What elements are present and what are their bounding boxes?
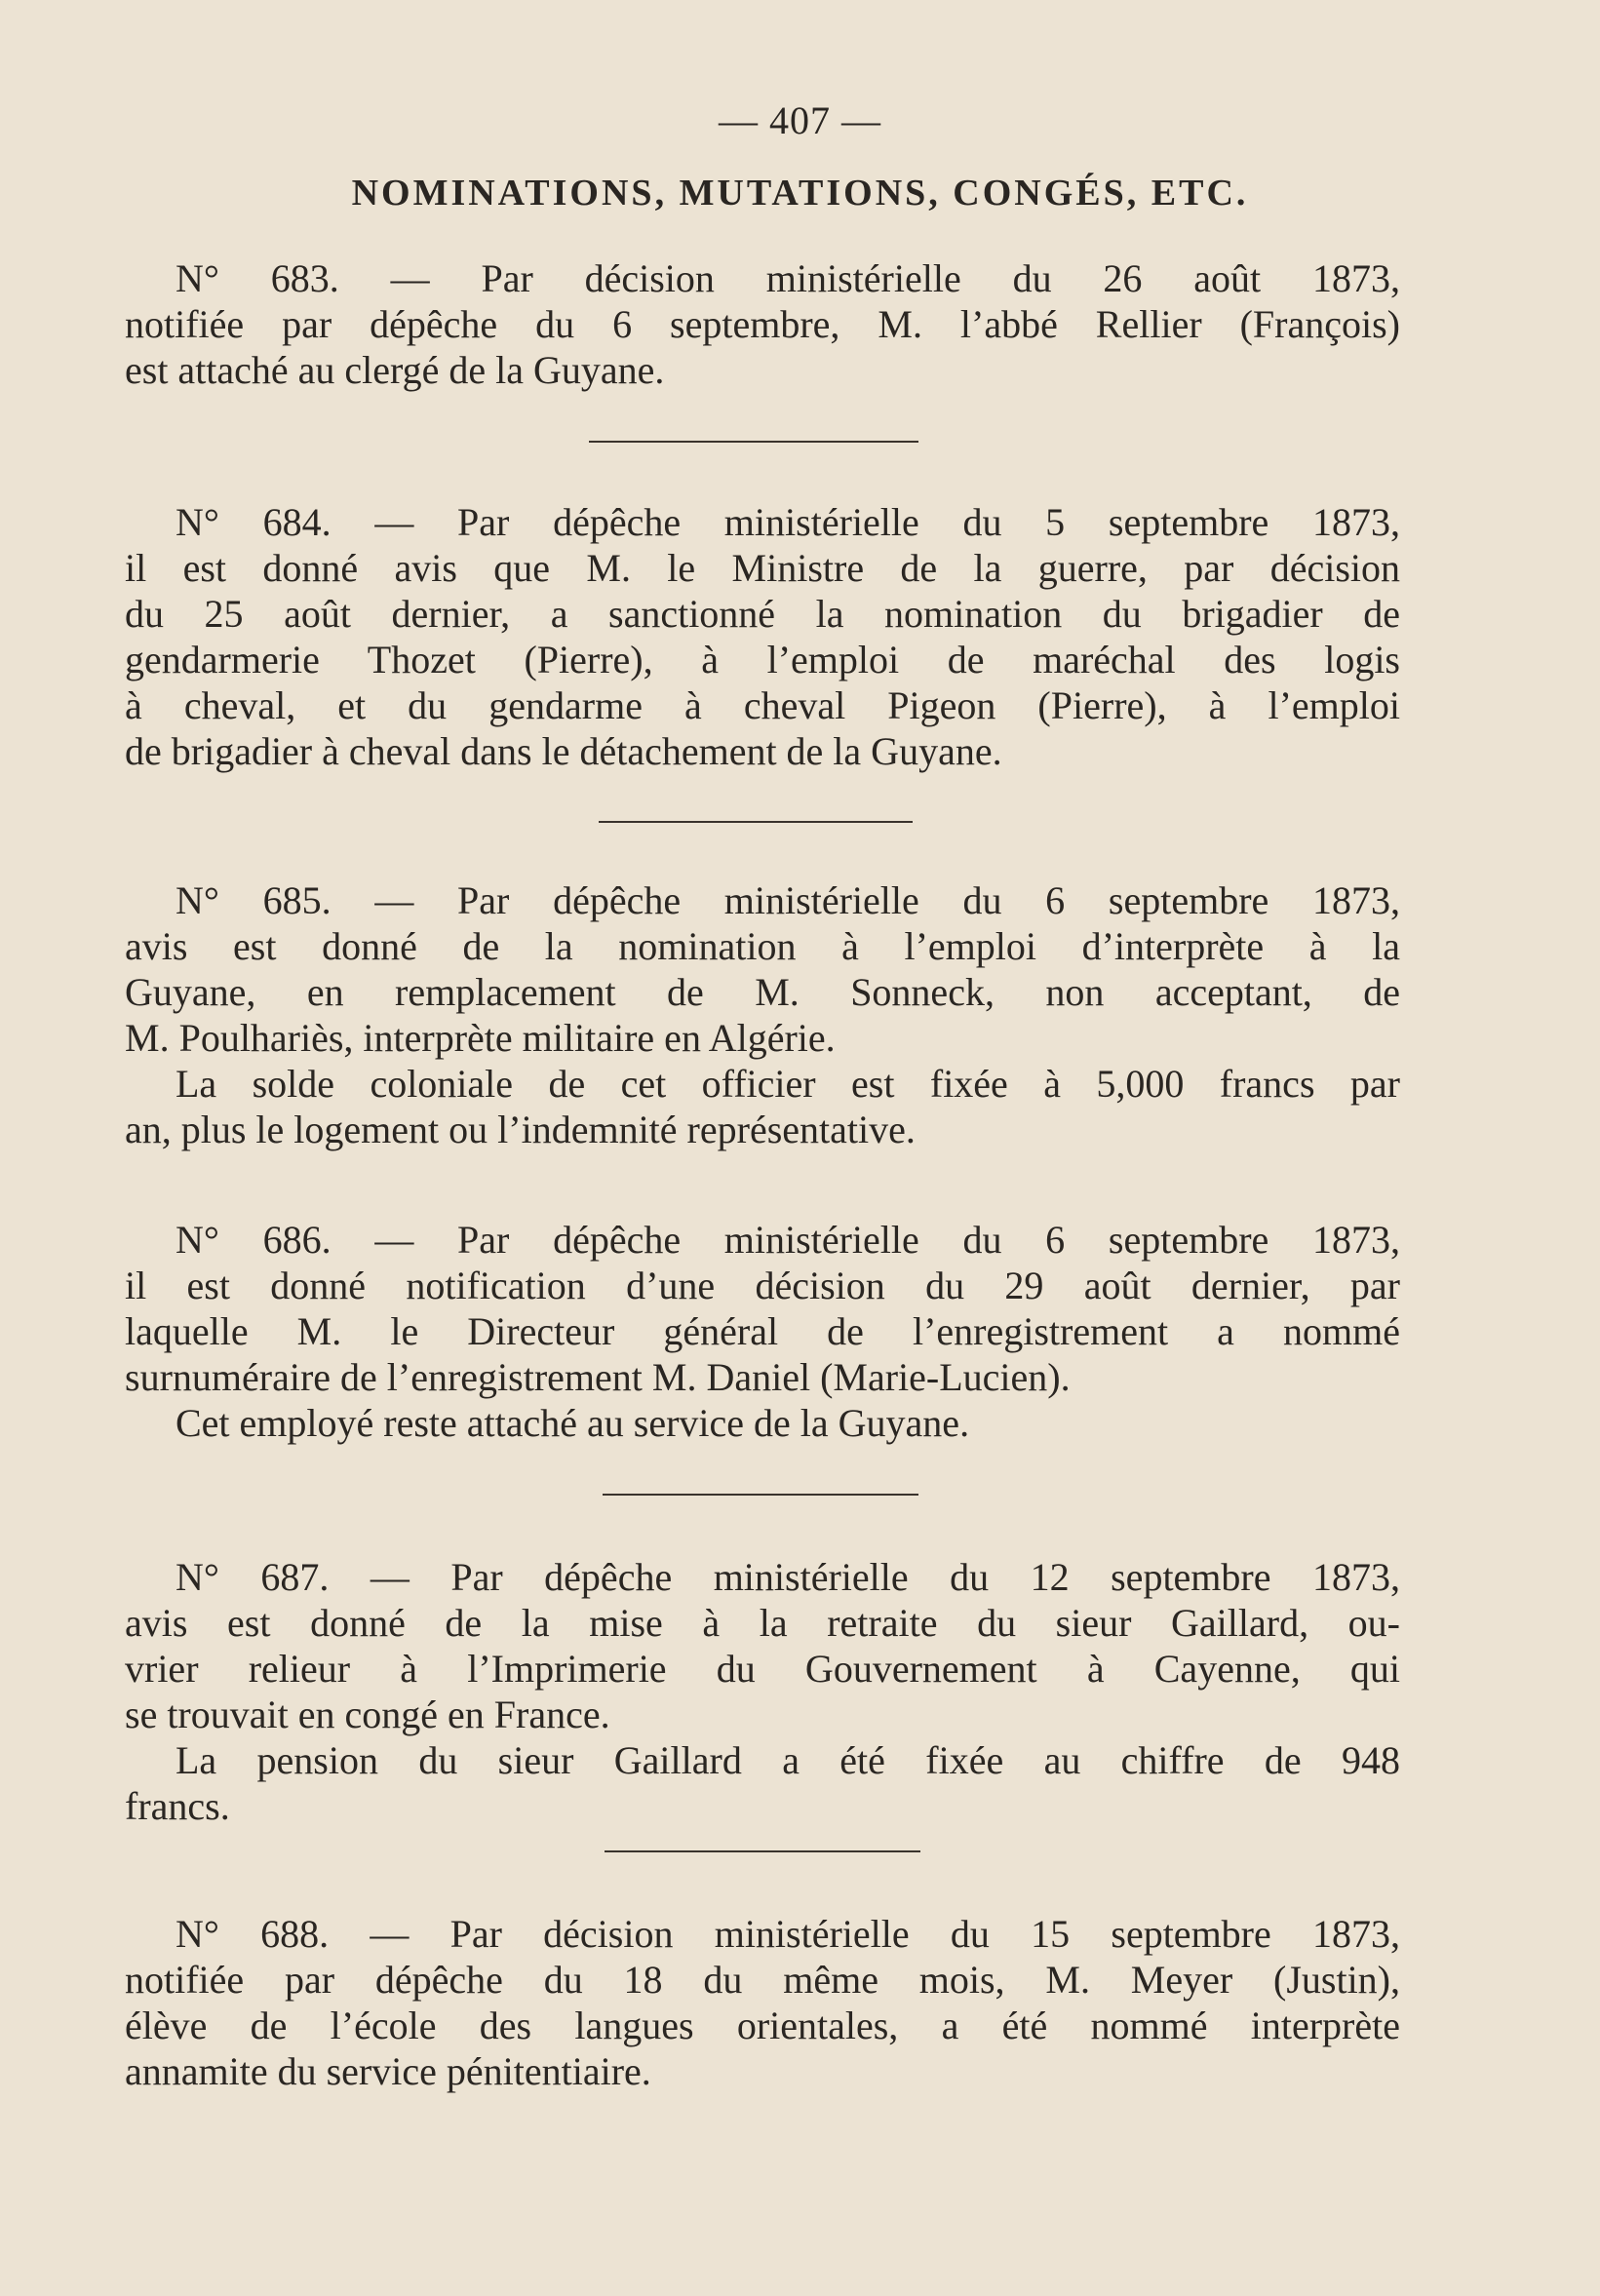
entry-line: francs. bbox=[125, 1784, 230, 1828]
section-heading: NOMINATIONS, MUTATIONS, CONGÉS, ETC. bbox=[351, 173, 1249, 214]
entry-line: N° 684. — Par dépêche ministérielle du 5 septembre 1873, bbox=[176, 500, 1400, 544]
entry-line: il est donné notification d’une décision du 29 août dernier, par bbox=[125, 1264, 1400, 1307]
separator-rule bbox=[605, 1850, 920, 1852]
separator-rule bbox=[599, 821, 913, 823]
entry-line: à cheval, et du gendarme à cheval Pigeon (Pierre), à l’emploi bbox=[125, 683, 1400, 727]
entry-line: il est donné avis que M. le Ministre de la guerre, par décision bbox=[125, 546, 1400, 590]
entry-line: N° 685. — Par dépêche ministérielle du 6 septembre 1873, bbox=[176, 878, 1400, 922]
entry-line: Cet employé reste attaché au service de la Guyane. bbox=[176, 1401, 970, 1445]
entry-687 bbox=[125, 1554, 1400, 1829]
entry-line: an, plus le logement ou l’indemnité représentative. bbox=[125, 1108, 916, 1151]
entry-line: élève de l’école des langues orientales, a été nommé interprète bbox=[125, 2004, 1400, 2047]
entry-686 bbox=[125, 1217, 1400, 1446]
entry-line: est attaché au clergé de la Guyane. bbox=[125, 348, 665, 392]
entry-line: avis est donné de la nomination à l’emploi d’interprète à la bbox=[125, 924, 1400, 968]
entry-line: vrier relieur à l’Imprimerie du Gouvernement à Cayenne, qui bbox=[125, 1647, 1400, 1691]
entry-line: La pension du sieur Gaillard a été fixée au chiffre de 948 bbox=[176, 1738, 1400, 1782]
entry-line: surnuméraire de l’enregistrement M. Daniel (Marie-Lucien). bbox=[125, 1355, 1071, 1399]
entry-line: N° 687. — Par dépêche ministérielle du 12 septembre 1873, bbox=[176, 1555, 1400, 1599]
entry-line: annamite du service pénitentiaire. bbox=[125, 2049, 651, 2093]
entry-line: M. Poulhariès, interprète militaire en Algérie. bbox=[125, 1016, 836, 1060]
entry-line: gendarmerie Thozet (Pierre), à l’emploi de maréchal des logis bbox=[125, 638, 1400, 681]
entry-line: laquelle M. le Directeur général de l’enregistrement a nommé bbox=[125, 1309, 1400, 1353]
entry-line: N° 683. — Par décision ministérielle du 26 août 1873, bbox=[176, 256, 1400, 300]
separator-rule bbox=[603, 1494, 918, 1496]
entry-line: notifiée par dépêche du 6 septembre, M. l’abbé Rellier (François) bbox=[125, 302, 1400, 346]
entry-line: se trouvait en congé en France. bbox=[125, 1693, 610, 1736]
entry-688 bbox=[125, 1911, 1400, 2094]
page-number: — 407 — bbox=[719, 98, 881, 142]
separator-rule bbox=[589, 441, 918, 443]
entry-line: notifiée par dépêche du 18 du même mois, M. Meyer (Justin), bbox=[125, 1958, 1400, 2002]
entry-line: avis est donné de la mise à la retraite du sieur Gaillard, ou- bbox=[125, 1601, 1400, 1645]
entry-line: du 25 août dernier, a sanctionné la nomination du brigadier de bbox=[125, 592, 1400, 636]
entry-line: N° 688. — Par décision ministérielle du 15 septembre 1873, bbox=[176, 1912, 1400, 1956]
entry-line: N° 686. — Par dépêche ministérielle du 6 septembre 1873, bbox=[176, 1218, 1400, 1262]
entry-line: de brigadier à cheval dans le détachement de la Guyane. bbox=[125, 729, 1002, 773]
entry-683 bbox=[125, 255, 1400, 393]
entry-line: Guyane, en remplacement de M. Sonneck, non acceptant, de bbox=[125, 970, 1400, 1014]
entry-684 bbox=[125, 499, 1400, 774]
entry-line: La solde coloniale de cet officier est fixée à 5,000 francs par bbox=[176, 1062, 1400, 1106]
entry-685 bbox=[125, 877, 1400, 1152]
